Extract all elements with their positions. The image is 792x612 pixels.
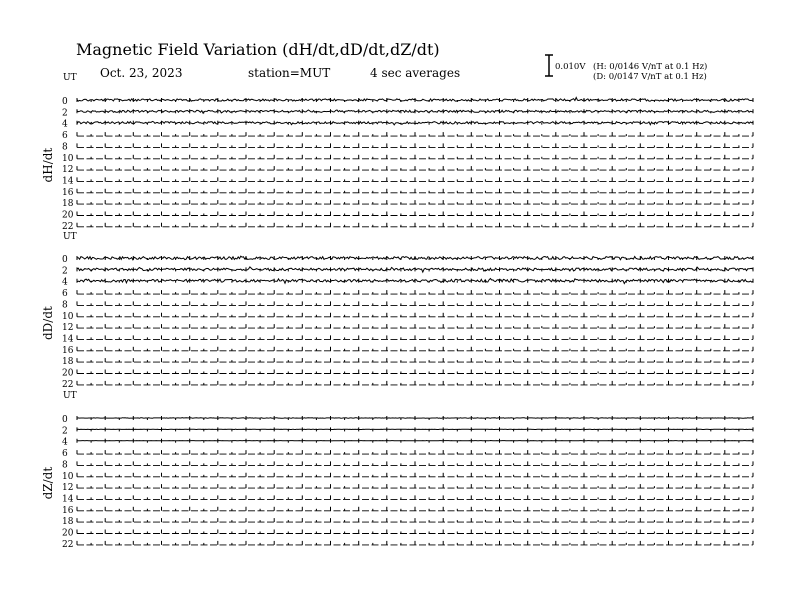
ut-label: UT xyxy=(63,232,77,242)
hour-tick-label: 18 xyxy=(62,199,74,210)
ut-label: UT xyxy=(63,391,77,401)
hour-tick-label: 2 xyxy=(62,108,68,119)
hour-tick-label: 12 xyxy=(62,165,74,176)
scale-value: 0.010V xyxy=(555,62,586,72)
scale-h-note: (H: 0/0146 V/nT at 0.1 Hz) xyxy=(593,62,708,72)
hour-tick-label: 0 xyxy=(62,97,68,107)
hour-tick-label: 12 xyxy=(62,323,74,334)
panel-dZ-dt xyxy=(41,391,753,550)
hour-tick-label: 16 xyxy=(62,505,74,516)
hour-tick-label: 22 xyxy=(62,539,74,550)
station-label: station=MUT xyxy=(248,66,331,80)
hour-tick-label: 6 xyxy=(62,449,68,460)
averaging-label: 4 sec averages xyxy=(370,66,461,80)
hour-tick-label: 4 xyxy=(62,437,68,448)
hour-tick-label: 22 xyxy=(62,379,74,390)
panel-dH-dt xyxy=(41,73,753,232)
hour-tick-label: 10 xyxy=(62,153,74,164)
hour-tick-label: 2 xyxy=(62,266,68,277)
hour-tick-label: 20 xyxy=(62,528,74,539)
hour-tick-label: 22 xyxy=(62,221,74,232)
hour-tick-label: 14 xyxy=(62,176,74,187)
hour-tick-label: 18 xyxy=(62,517,74,528)
panel-ylabel: dZ/dt xyxy=(41,466,55,500)
hour-tick-label: 6 xyxy=(62,131,68,142)
panels-group xyxy=(41,73,753,550)
scale-bar-icon xyxy=(545,55,553,76)
hour-tick-label: 20 xyxy=(62,210,74,221)
hour-tick-label: 14 xyxy=(62,334,74,345)
hour-tick-label: 0 xyxy=(62,255,68,265)
hour-tick-label: 12 xyxy=(62,483,74,494)
hour-tick-label: 10 xyxy=(62,311,74,322)
series-line xyxy=(77,418,753,419)
hour-tick-label: 18 xyxy=(62,357,74,368)
date-label: Oct. 23, 2023 xyxy=(100,66,183,80)
hour-tick-label: 10 xyxy=(62,471,74,482)
figure-title: Magnetic Field Variation (dH/dt,dD/dt,dZ/dt) xyxy=(76,40,440,59)
hour-tick-label: 2 xyxy=(62,426,68,437)
ut-label: UT xyxy=(63,73,77,83)
hour-tick-label: 20 xyxy=(62,368,74,379)
panel-ylabel: dH/dt xyxy=(41,147,55,183)
hour-tick-label: 4 xyxy=(62,277,68,288)
hour-tick-label: 16 xyxy=(62,187,74,198)
hour-tick-label: 14 xyxy=(62,494,74,505)
panel-dD-dt xyxy=(41,232,753,390)
scale-d-note: (D: 0/0147 V/nT at 0.1 Hz) xyxy=(593,72,707,82)
panel-ylabel: dD/dt xyxy=(41,306,55,341)
hour-tick-label: 8 xyxy=(62,142,68,153)
hour-tick-label: 0 xyxy=(62,415,68,425)
hour-tick-label: 4 xyxy=(62,119,68,130)
hour-tick-label: 8 xyxy=(62,300,68,311)
hour-tick-label: 8 xyxy=(62,460,68,471)
hour-tick-label: 16 xyxy=(62,345,74,356)
hour-tick-label: 6 xyxy=(62,289,68,300)
